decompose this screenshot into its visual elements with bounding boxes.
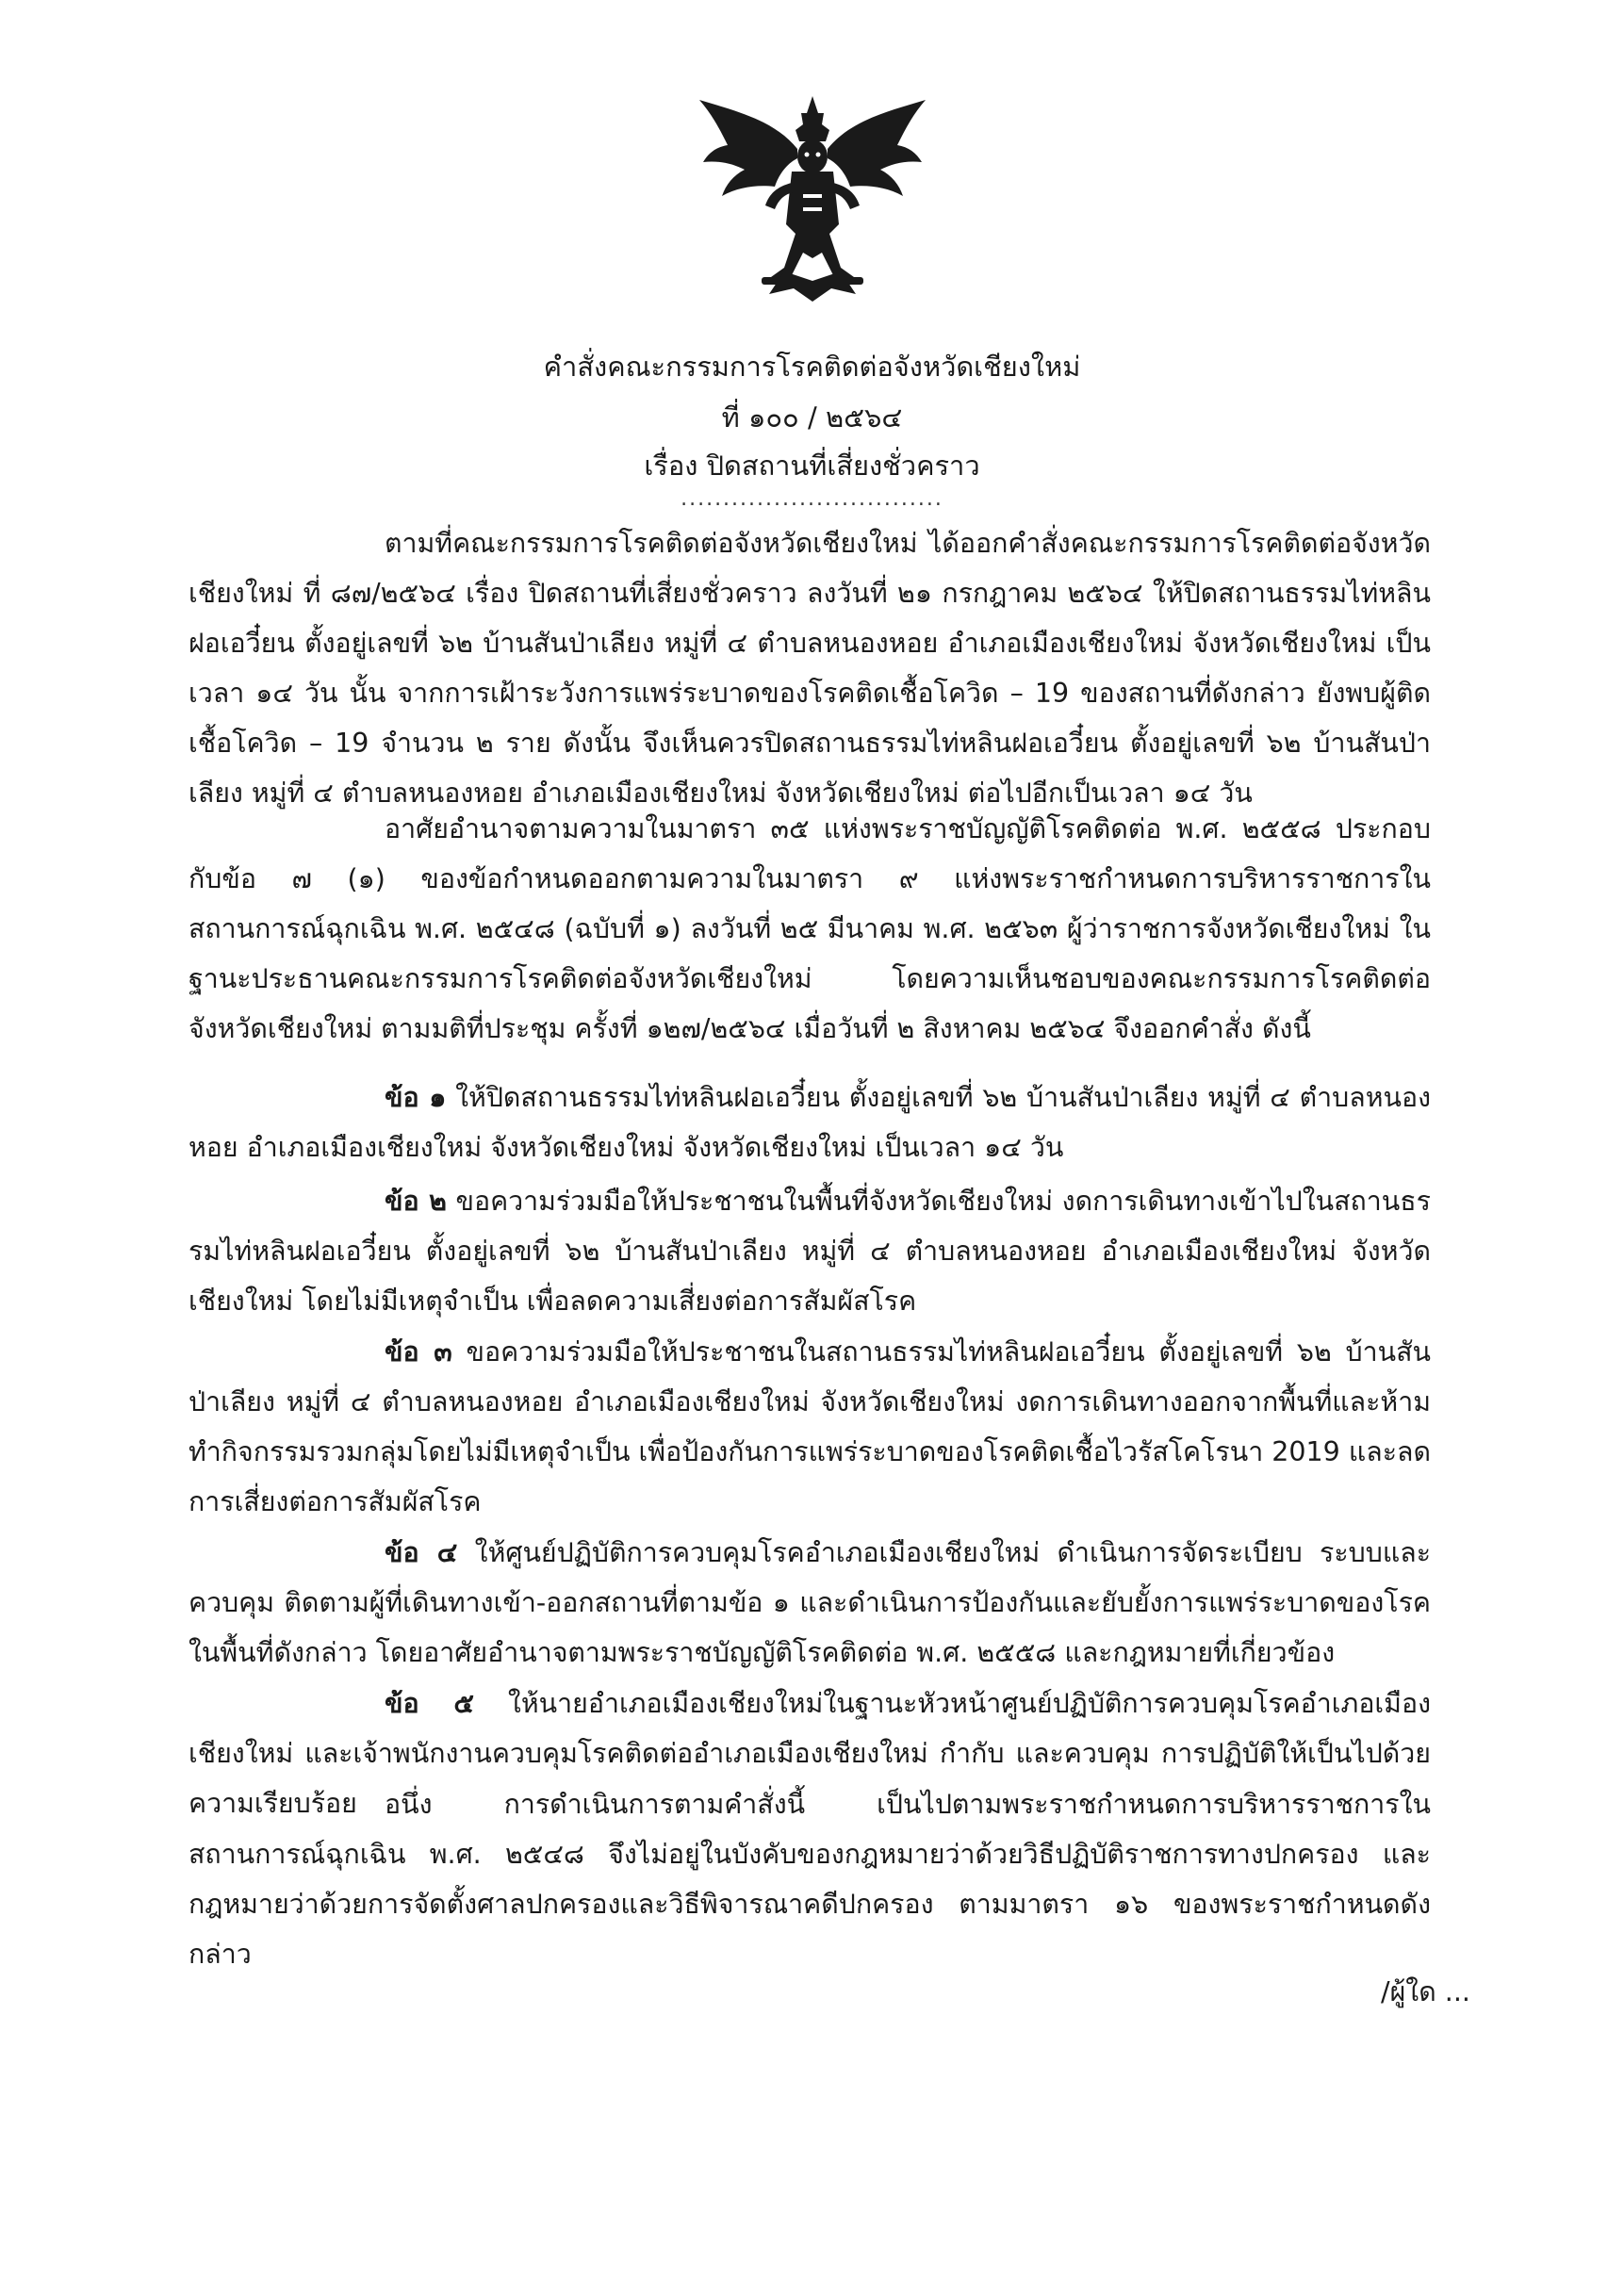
header-divider: ............................... bbox=[681, 487, 943, 511]
clause-1 bbox=[189, 1073, 1431, 1172]
clause-1-label: ข้อ ๑ bbox=[385, 1082, 447, 1113]
clause-5-text: ให้นายอำเภอเมืองเชียงใหม่ในฐานะหัวหน้าศูนย์ปฏิบัติการควบคุมโรคอำเภอเมืองเชียงใหม่ และเจ้าพนักงานควบคุมโรคติดต่ออำเภอเมืองเชียงใหม่ กำกับ และควบคุม การปฏิบัติให้เป็นไปด้วยความเรียบร้อย bbox=[189, 1688, 1431, 1819]
page-continuation: /ผู้ใด ... bbox=[1381, 1976, 1470, 2007]
clause-4 bbox=[189, 1528, 1431, 1678]
clause-2-text: ขอความร่วมมือให้ประชาชนในพื้นที่จังหวัดเชียงใหม่ งดการเดินทางเข้าไปในสถานธรรมไท่หลินฝอเอวี๋ยน ตั้งอยู่เลขที่ ๖๒ บ้านสันป่าเลียง หมู่ที่ ๔ ตำบลหนองหอย อำเภอเมืองเชียงใหม่ จังหวัดเชียงใหม่ โดยไม่มีเหตุจำเป็น เพื่อลดความเสี่ยงต่อการสัมผัสโรค bbox=[189, 1186, 1431, 1317]
order-title: คำสั่งคณะกรรมการโรคติดต่อจังหวัดเชียงใหม่ bbox=[543, 351, 1081, 383]
clause-2-label: ข้อ ๒ bbox=[385, 1186, 447, 1217]
order-number: ที่ ๑๐๐ / ๒๕๖๔ bbox=[721, 401, 903, 434]
paragraph-legal-note: อนึ่ง การดำเนินการตามคำสั่งนี้ เป็นไปตามพระราชกำหนดการบริหารราชการในสถานการณ์ฉุกเฉิน พ.ศ. ๒๕๔๘ จึงไม่อยู่ในบังคับของกฎหมายว่าด้วยวิธีปฏิบัติราชการทางปกครอง และกฎหมายว่าด้วยการจัดตั้งศาลปกครองและวิธีพิจารณาคดีปกครอง ตามมาตรา ๑๖ ของพระราชกำหนดดังกล่าว bbox=[189, 1789, 1431, 1970]
paragraph-background: ตามที่คณะกรรมการโรคติดต่อจังหวัดเชียงใหม่ ได้ออกคำสั่งคณะกรรมการโรคติดต่อจังหวัดเชียงใหม่ ที่ ๘๗/๒๕๖๔ เรื่อง ปิดสถานที่เสี่ยงชั่วคราว ลงวันที่ ๒๑ กรกฎาคม ๒๕๖๔ ให้ปิดสถานธรรมไท่หลินฝอเอวี๋ยน ตั้งอยู่เลขที่ ๖๒ บ้านสันป่าเลียง หมู่ที่ ๔ ตำบลหนองหอย อำเภอเมืองเชียงใหม่ จังหวัดเชียงใหม่ เป็นเวลา ๑๔ วัน นั้น จากการเฝ้าระวังการแพร่ระบาดของโรคติดเชื้อโควิด – 19 ของสถานที่ดังกล่าว ยังพบผู้ติดเชื้อโควิด – 19 จำนวน ๒ ราย ดังนั้น จึงเห็นควรปิดสถานธรรมไท่หลินฝอเอวี๋ยน ตั้งอยู่เลขที่ ๖๒ บ้านสันป่าเลียง หมู่ที่ ๔ ตำบลหนองหอย อำเภอเมืองเชียงใหม่ จังหวัดเชียงใหม่ ต่อไปอีกเป็นเวลา ๑๔ วัน bbox=[189, 528, 1431, 809]
clause-3 bbox=[189, 1327, 1431, 1527]
clause-5-label: ข้อ ๕ bbox=[385, 1688, 474, 1719]
clause-4-label: ข้อ ๔ bbox=[385, 1537, 458, 1568]
clause-2 bbox=[189, 1176, 1431, 1326]
clause-3-label: ข้อ ๓ bbox=[385, 1336, 452, 1368]
paragraph-authority: อาศัยอำนาจตามความในมาตรา ๓๕ แห่งพระราชบัญญัติโรคติดต่อ พ.ศ. ๒๕๕๘ ประกอบกับข้อ ๗ (๑) ของข้อกำหนดออกตามความในมาตรา ๙ แห่งพระราชกำหนดการบริหารราชการในสถานการณ์ฉุกเฉิน พ.ศ. ๒๕๔๘ (ฉบับที่ ๑) ลงวันที่ ๒๕ มีนาคม พ.ศ. ๒๕๖๓ ผู้ว่าราชการจังหวัดเชียงใหม่ ในฐานะประธานคณะกรรมการโรคติดต่อจังหวัดเชียงใหม่ โดยความเห็นชอบของคณะกรรมการโรคติดต่อจังหวัดเชียงใหม่ ตามมติที่ประชุม ครั้งที่ ๑๒๗/๒๕๖๔ เมื่อวันที่ ๒ สิงหาคม ๒๕๖๔ จึงออกคำสั่ง ดังนี้ bbox=[189, 813, 1431, 1044]
garuda-emblem-icon bbox=[671, 92, 954, 309]
clause-3-text: ขอความร่วมมือให้ประชาชนในสถานธรรมไท่หลินฝอเอวี๋ยน ตั้งอยู่เลขที่ ๖๒ บ้านสันป่าเลียง หมู่ที่ ๔ ตำบลหนองหอย อำเภอเมืองเชียงใหม่ จังหวัดเชียงใหม่ งดการเดินทางออกจากพื้นที่และห้ามทำกิจกรรมรวมกลุ่มโดยไม่มีเหตุจำเป็น เพื่อป้องกันการแพร่ระบาดของโรคติดเชื้อไวรัสโคโรนา 2019 และลดการเสี่ยงต่อการสัมผัสโรค bbox=[189, 1336, 1431, 1517]
clause-4-text: ให้ศูนย์ปฏิบัติการควบคุมโรคอำเภอเมืองเชียงใหม่ ดำเนินการจัดระเบียบ ระบบและควบคุม ติดตามผู้ที่เดินทางเข้า-ออกสถานที่ตามข้อ ๑ และดำเนินการป้องกันและยับยั้งการแพร่ระบาดของโรคในพื้นที่ดังกล่าว โดยอาศัยอำนาจตามพระราชบัญญัติโรคติดต่อ พ.ศ. ๒๕๕๘ และกฎหมายที่เกี่ยวข้อง bbox=[189, 1537, 1431, 1668]
clause-1-text: ให้ปิดสถานธรรมไท่หลินฝอเอวี๋ยน ตั้งอยู่เลขที่ ๖๒ บ้านสันป่าเลียง หมู่ที่ ๔ ตำบลหนองหอย อำเภอเมืองเชียงใหม่ จังหวัดเชียงใหม่ จังหวัดเชียงใหม่ เป็นเวลา ๑๔ วัน bbox=[189, 1082, 1431, 1163]
order-subject: เรื่อง ปิดสถานที่เสี่ยงชั่วคราว bbox=[644, 450, 980, 482]
